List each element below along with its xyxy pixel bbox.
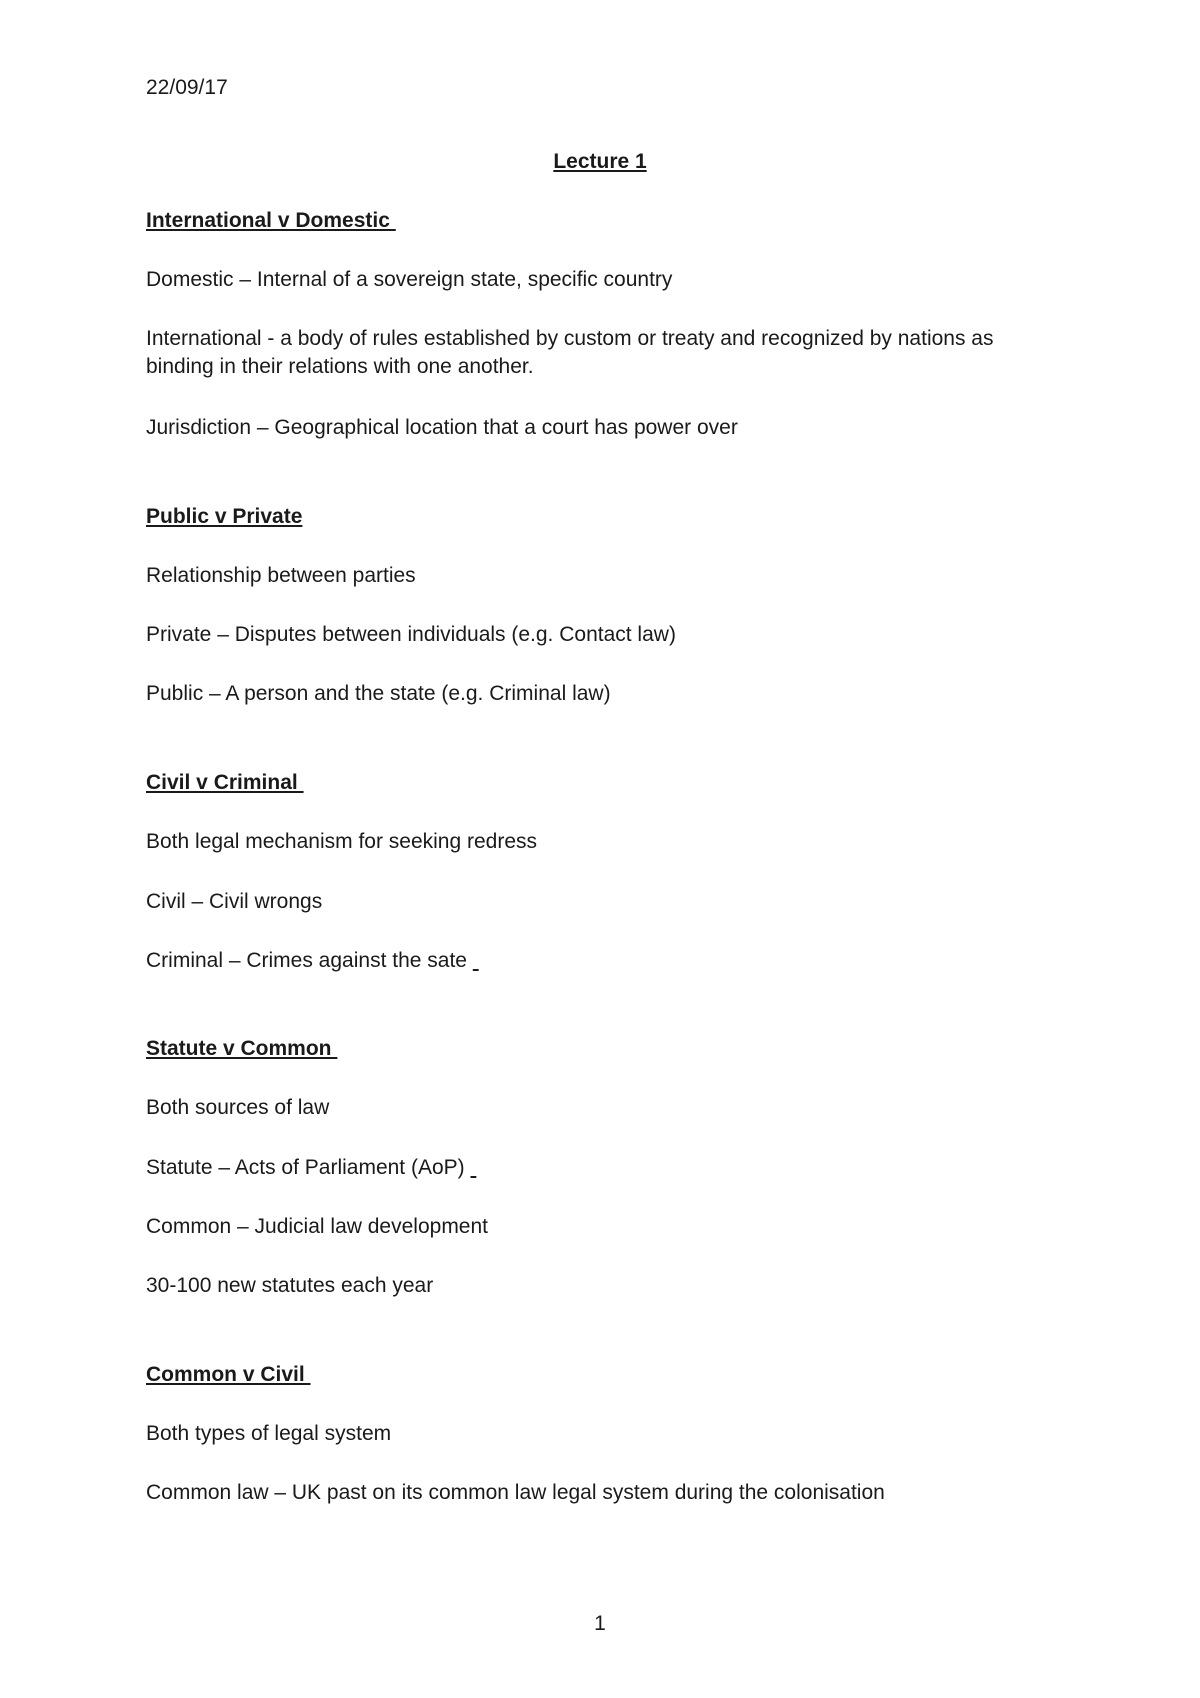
note-statutes-count: 30-100 new statutes each year: [146, 1274, 434, 1297]
definition-domestic: Domestic – Internal of a sovereign state, specific country: [146, 268, 673, 291]
note-legal-systems: Both types of legal system: [146, 1422, 392, 1445]
note-relationship: Relationship between parties: [146, 564, 416, 587]
definition-common-law: Common law – UK past on its common law legal system during the colonisation: [146, 1481, 885, 1504]
definition-international: International - a body of rules established by custom or treaty and recognized by nations as binding in their relations with one another.: [146, 327, 994, 378]
page-number: 1: [594, 1612, 606, 1635]
definition-criminal-text: Criminal – Crimes against the sate: [146, 949, 473, 972]
note-sources: Both sources of law: [146, 1096, 330, 1119]
section-heading-common-civil: Common v Civil: [146, 1363, 311, 1386]
definition-statute-text: Statute – Acts of Parliament (AoP): [146, 1156, 471, 1179]
definition-jurisdiction: Jurisdiction – Geographical location that a court has power over: [146, 416, 738, 439]
trailing-underscore-mark: [471, 1156, 477, 1179]
trailing-underscore-mark: [473, 949, 479, 972]
section-heading-civil-criminal: Civil v Criminal: [146, 771, 304, 794]
definition-private: Private – Disputes between individuals (e.g. Contact law): [146, 623, 676, 646]
page-title: Lecture 1: [553, 150, 647, 173]
definition-common: Common – Judicial law development: [146, 1215, 488, 1238]
definition-public: Public – A person and the state (e.g. Criminal law): [146, 682, 611, 705]
definition-civil: Civil – Civil wrongs: [146, 890, 323, 913]
definition-criminal: [146, 947, 479, 975]
section-heading-international-domestic: International v Domestic: [146, 209, 396, 232]
date: 22/09/17: [146, 76, 228, 99]
definition-statute: [146, 1154, 476, 1182]
note-redress: Both legal mechanism for seeking redress: [146, 830, 538, 853]
section-heading-public-private: Public v Private: [146, 505, 303, 528]
section-heading-statute-common: Statute v Common: [146, 1037, 338, 1060]
